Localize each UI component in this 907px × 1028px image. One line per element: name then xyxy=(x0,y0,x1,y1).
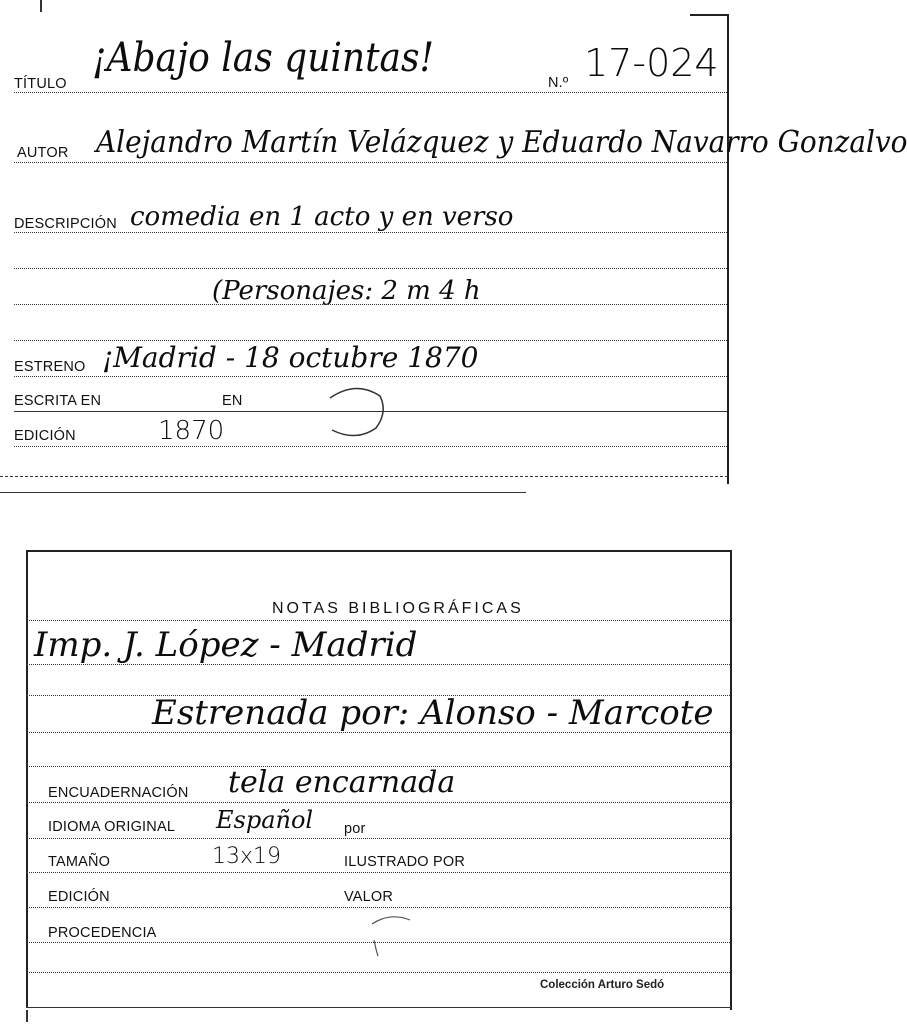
rule-autor xyxy=(14,162,727,163)
escrita-label: ESCRITA EN xyxy=(14,393,102,409)
estreno-value: ¡Madrid - 18 octubre 1870 xyxy=(102,341,479,374)
descripcion-value: comedia en 1 acto y en verso xyxy=(130,202,514,232)
rule-nota-2 xyxy=(26,732,730,733)
rule-notas-heading xyxy=(26,620,730,621)
card-border-bottom xyxy=(0,492,526,493)
en-label: EN xyxy=(222,393,243,409)
tamano-label: TAMAÑO xyxy=(48,854,111,870)
rule-blank-3 xyxy=(26,972,730,973)
titulo-label: TÍTULO xyxy=(14,76,67,92)
rule-blank-1 xyxy=(14,268,727,269)
rule-estreno xyxy=(14,376,727,377)
autor-value: Alejandro Martín Velázquez y Eduardo Navarro Gonzalvo xyxy=(96,125,907,160)
personajes-value: (Personajes: 2 m 4 h xyxy=(212,276,481,306)
card2-border-bottom xyxy=(26,1007,731,1008)
autor-label: AUTOR xyxy=(17,145,69,161)
numero-value: 17-024 xyxy=(584,41,719,85)
procedencia-label: PROCEDENCIA xyxy=(48,925,157,941)
collection-credit: Colección Arturo Sedó xyxy=(540,979,665,991)
encuadernacion-value: tela encarnada xyxy=(228,765,456,800)
encuadernacion-label: ENCUADERNACIÓN xyxy=(48,785,189,801)
titulo-value: ¡Abajo las quintas! xyxy=(92,35,434,81)
rule-idioma xyxy=(26,838,730,839)
rule-procedencia xyxy=(26,942,730,943)
estreno-label: ESTRENO xyxy=(14,359,86,375)
rule-encuadernacion xyxy=(26,802,730,803)
rule-titulo xyxy=(14,92,727,93)
rule-personajes xyxy=(14,304,727,305)
idioma-label: IDIOMA ORIGINAL xyxy=(48,819,176,835)
rule-tamano xyxy=(26,872,730,873)
card-border-corner xyxy=(690,14,728,16)
card2-border-top xyxy=(26,550,731,552)
edicion2-label: EDICIÓN xyxy=(48,889,110,905)
edicion-value: 1870 xyxy=(158,416,225,446)
rule-nota-1 xyxy=(26,664,730,665)
por-label: por xyxy=(344,821,366,837)
card-border-right xyxy=(727,14,729,484)
nota-1: Imp. J. López - Madrid xyxy=(34,625,418,665)
descripcion-label: DESCRIPCIÓN xyxy=(14,216,117,232)
nota-2: Estrenada por: Alonso - Marcote xyxy=(152,693,714,733)
rule-descripcion xyxy=(14,232,727,233)
rule-edicion2 xyxy=(26,907,730,908)
card2-border-left xyxy=(26,550,28,1008)
ilustrado-label: ILUSTRADO POR xyxy=(344,854,466,870)
card2-border-right xyxy=(730,550,732,1010)
notas-heading: NOTAS BIBLIOGRÁFICAS xyxy=(272,600,524,617)
numero-label: N.º xyxy=(548,75,569,91)
scan-mark xyxy=(40,0,42,12)
punch-hole xyxy=(326,384,386,440)
scan-mark-left xyxy=(26,1010,28,1022)
valor-label: VALOR xyxy=(344,889,394,905)
rule-edicion xyxy=(14,446,727,447)
tamano-value: 13x19 xyxy=(212,844,282,869)
punch-hole-2 xyxy=(366,910,416,960)
rule-bottom-dashed xyxy=(0,476,728,477)
edicion-label: EDICIÓN xyxy=(14,428,76,444)
idioma-value: Español xyxy=(216,806,314,834)
